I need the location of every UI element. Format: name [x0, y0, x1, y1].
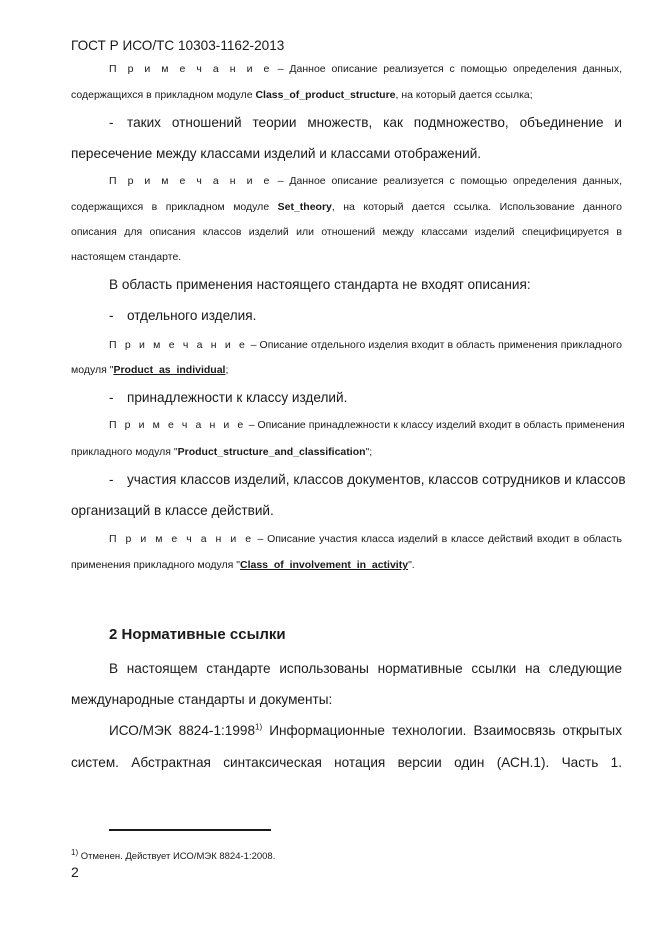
reference-line-1: [109, 723, 622, 738]
footnote-marker: 1): [71, 847, 79, 857]
list-dash: -: [109, 472, 114, 487]
list-dash: -: [109, 390, 114, 405]
note-text: ";: [365, 446, 373, 458]
note-text: – Описание участия класса изделий в классе действий входит в область: [257, 533, 623, 545]
note-text: модуля ": [71, 364, 114, 376]
note-2-line-1: [109, 175, 622, 187]
note-dash: –: [277, 63, 284, 75]
note-text: содержащихся в прикладном модуле: [71, 89, 256, 101]
note-text: прикладного модуля ": [71, 446, 178, 458]
footnote-separator: [109, 829, 271, 831]
note-label: П р и м е ч а н и е: [109, 175, 272, 187]
note-1-line-1: [109, 63, 622, 75]
note-dash: –: [277, 175, 284, 187]
note-4-line-1: [109, 419, 625, 431]
list-item-3: [109, 390, 622, 405]
footnote-marker: 1): [255, 722, 263, 732]
list-item-1-line-2: пересечение между классами изделий и классами отображений.: [71, 146, 482, 161]
note-2-line-3: описания для описания классов изделий или отношений между классами изделий специфицируется в: [71, 226, 622, 238]
reference-code: ИСО/МЭК 8824-1:1998: [109, 723, 256, 738]
module-name: Set_theory: [277, 201, 332, 213]
list-item-1-line-1: [109, 115, 622, 130]
section-heading: 2 Нормативные ссылки: [109, 626, 286, 643]
note-text: Данное описание реализуется с помощью определения данных,: [289, 63, 622, 75]
module-name: Product_structure_and_classification: [177, 446, 366, 458]
note-text: ".: [408, 559, 415, 571]
footnote-text: Отменен. Действует ИСО/МЭК 8824-1:2008.: [78, 851, 276, 862]
note-text: – Описание принадлежности к классу изделий входит в область применения: [248, 419, 625, 431]
note-label: П р и м е ч а н и е: [109, 63, 272, 75]
note-text: – Описание отдельного изделия входит в область применения прикладного: [250, 339, 622, 351]
document-header: ГОСТ Р ИСО/ТС 10303-1162-2013: [71, 38, 285, 53]
note-label: П р и м е ч а н и е: [109, 339, 248, 351]
list-item-4-line-1: [109, 472, 626, 487]
list-dash: -: [109, 308, 114, 323]
module-name: Class_of_product_structure: [255, 89, 396, 101]
module-name: Product_as_individual: [113, 364, 226, 376]
note-text: , на который дается ссылка;: [395, 89, 533, 101]
list-text: принадлежности к классу изделий.: [127, 390, 348, 405]
list-text: участия классов изделий, классов документов, классов сотрудников и классов: [127, 472, 626, 487]
note-label: П р и м е ч а н и е: [109, 533, 254, 545]
note-text: Данное описание реализуется с помощью определения данных,: [289, 175, 622, 187]
list-dash: -: [109, 115, 114, 130]
note-text: ;: [225, 364, 229, 376]
note-4-line-2: [71, 446, 622, 458]
note-3-line-2: [71, 364, 622, 376]
note-2-line-4: настоящем стандарте.: [71, 251, 182, 263]
note-2-line-2: [71, 201, 622, 213]
page-number: 2: [71, 864, 79, 880]
list-text: таких отношений теории множеств, как подмножество, объединение и: [127, 115, 622, 130]
scope-exclusion-intro: В область применения настоящего стандарта не входят описания:: [109, 277, 531, 292]
list-text: отдельного изделия.: [127, 308, 257, 323]
list-item-4-line-2: организаций в классе действий.: [71, 503, 274, 518]
note-text: , на который дается ссылка. Использование данного: [331, 201, 622, 213]
section-2-paragraph-line-2: международные стандарты и документы:: [71, 692, 333, 707]
note-text: применения прикладного модуля ": [71, 559, 240, 571]
note-3-line-1: [109, 339, 622, 351]
section-2-paragraph-line-1: В настоящем стандарте использованы нормативные ссылки на следующие: [109, 661, 622, 676]
reference-text: Информационные технологии. Взаимосвязь открытых: [262, 723, 622, 738]
note-label: П р и м е ч а н и е: [109, 419, 246, 431]
footnote: [71, 847, 622, 862]
note-5-line-2: [71, 559, 622, 571]
note-5-line-1: [109, 533, 622, 545]
module-name: Class_of_involvement_in_activity: [239, 559, 409, 571]
list-item-2: [109, 308, 622, 323]
note-1-line-2: [71, 89, 622, 101]
note-text: содержащихся в прикладном модуле: [71, 201, 278, 213]
reference-line-2: систем. Абстрактная синтаксическая нотация версии один (АСН.1). Часть 1.: [71, 755, 622, 770]
